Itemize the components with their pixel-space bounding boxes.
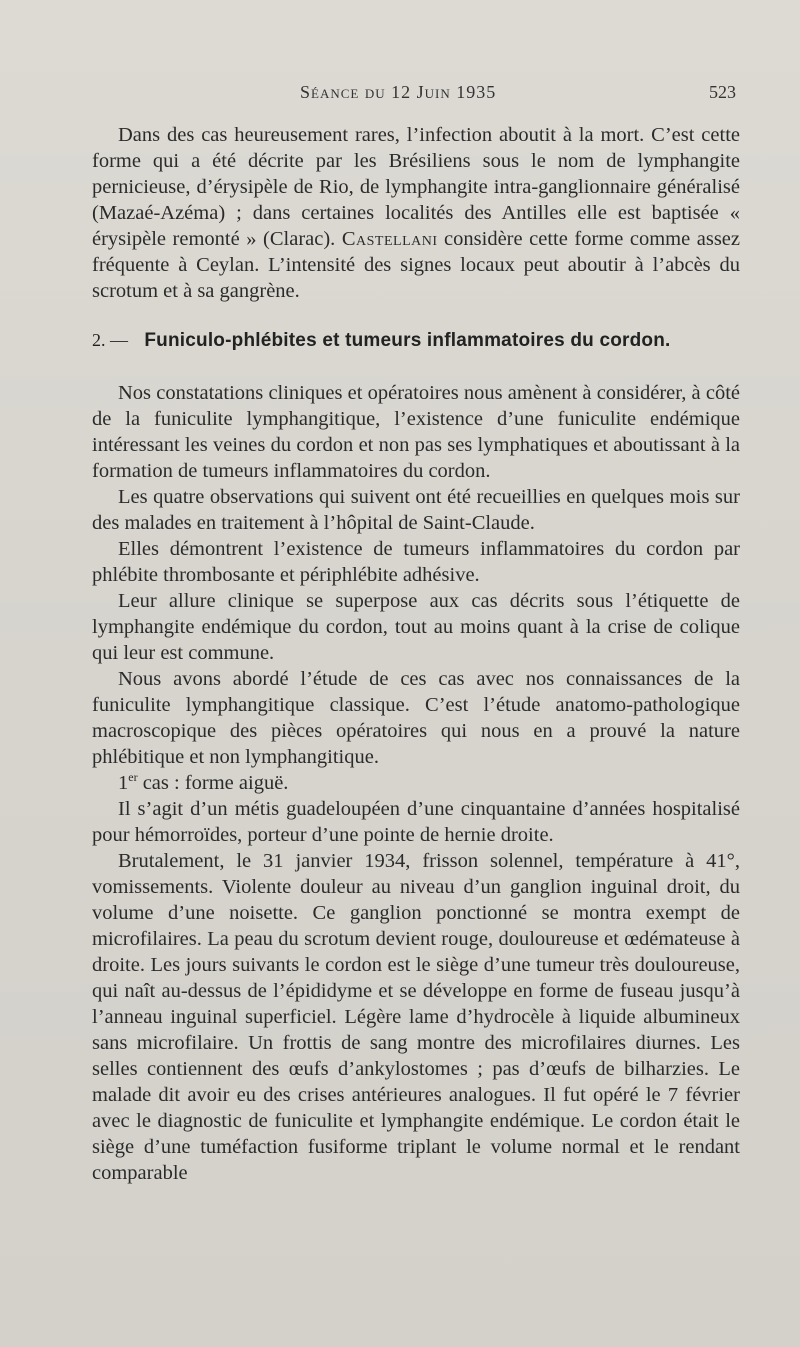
author-name: Castellani	[341, 228, 438, 250]
paragraph-clinical-aspect: Leur allure clinique se superpose aux cas décrits sous l’étiquette de lymphangite endémique du cordon, tout au moins quant à la crise de colique qui leur est commune.	[92, 590, 740, 664]
paragraph-demonstration: Elles démontrent l’existence de tumeurs inflammatoires du cordon par phlébite thrombosante et périphlébite adhésive.	[92, 538, 740, 586]
page-header	[0, 82, 800, 112]
case-number-suffix: er	[128, 770, 138, 785]
case-label: cas : forme aiguë.	[137, 772, 289, 794]
running-head: Séance du 12 Juin 1935	[300, 82, 497, 102]
case-number: 1	[118, 772, 129, 794]
paragraph-study: Nous avons abordé l’étude de ces cas avec nos connaissances de la funiculite lymphangitique classique. C’est l’étude anatomo-pathologique macroscopique des pièces opératoires qui nous en a prouvé la nature phlébitique et non lymphangitique.	[92, 668, 740, 768]
page-body	[92, 122, 740, 1186]
section-number: 2. —	[92, 330, 128, 350]
paragraph-observations: Les quatre observations qui suivent ont été recueillies en quelques mois sur des malades en traitement à l’hôpital de Saint-Claude.	[92, 486, 740, 534]
paragraph-constatations: Nos constatations cliniques et opératoires nous amènent à considérer, à côté de la funiculite lymphangitique, l’existence d’une funiculite endémique intéressant les veines du cordon et non pas ses lymphatiques et aboutissant à la formation de tumeurs inflammatoires du cordon.	[92, 382, 740, 482]
section-heading	[92, 326, 740, 354]
case-heading	[92, 770, 740, 796]
section-title: Funiculo-phlébites et tumeurs inflammatoires du cordon.	[144, 330, 671, 351]
page-number: 523	[709, 82, 736, 102]
paragraph-text: considère cette forme comme assez fréquente à Ceylan. L’intensité des signes locaux peut aboutir à l’abcès du scrotum et à sa gangrène.	[92, 228, 740, 302]
paragraph-infection-outcome	[92, 122, 740, 304]
paragraph-case-history: Brutalement, le 31 janvier 1934, frisson solennel, température à 41°, vomissements. Violente douleur au niveau d’un ganglion inguinal droit, du volume d’une noisette. Ce ganglion ponctionné se montra exempt de microfilaires. La peau du scrotum devient rouge, douloureuse et œdémateuse à droite. Les jours suivants le cordon est le siège d’une tumeur très douloureuse, qui naît au-dessus de l’épididyme et se développe en forme de fuseau jusqu’à l’anneau inguinal superficiel. Légère lame d’hydrocèle à liquide albumineux sans microfilaire. Un frottis de sang montre des microfilaires diurnes. Les selles contiennent des œufs d’ankylostomes ; pas d’œufs de bilharzies. Le malade dit avoir eu des crises antérieures analogues. Il fut opéré le 7 février avec le diagnostic de funiculite et lymphangite endémique. Le cordon était le siège d’une tuméfaction fusiforme triplant le volume normal et le rendant comparable	[92, 850, 740, 1184]
paragraph-patient: Il s’agit d’un métis guadeloupéen d’une cinquantaine d’années hospitalisé pour hémorroïdes, porteur d’une pointe de hernie droite.	[92, 798, 740, 846]
paragraph-text: Dans des cas heureusement rares, l’infection aboutit à la mort. C’est cette forme qui a été décrite par les Brésiliens sous le nom de lymphangite pernicieuse, d’érysipèle de Rio, de lymphangite intra-ganglionnaire généralisé (Mazaé-Azéma) ; dans certaines localités des Antilles elle est baptisée « érysipèle remonté » (Clarac).	[92, 124, 740, 250]
